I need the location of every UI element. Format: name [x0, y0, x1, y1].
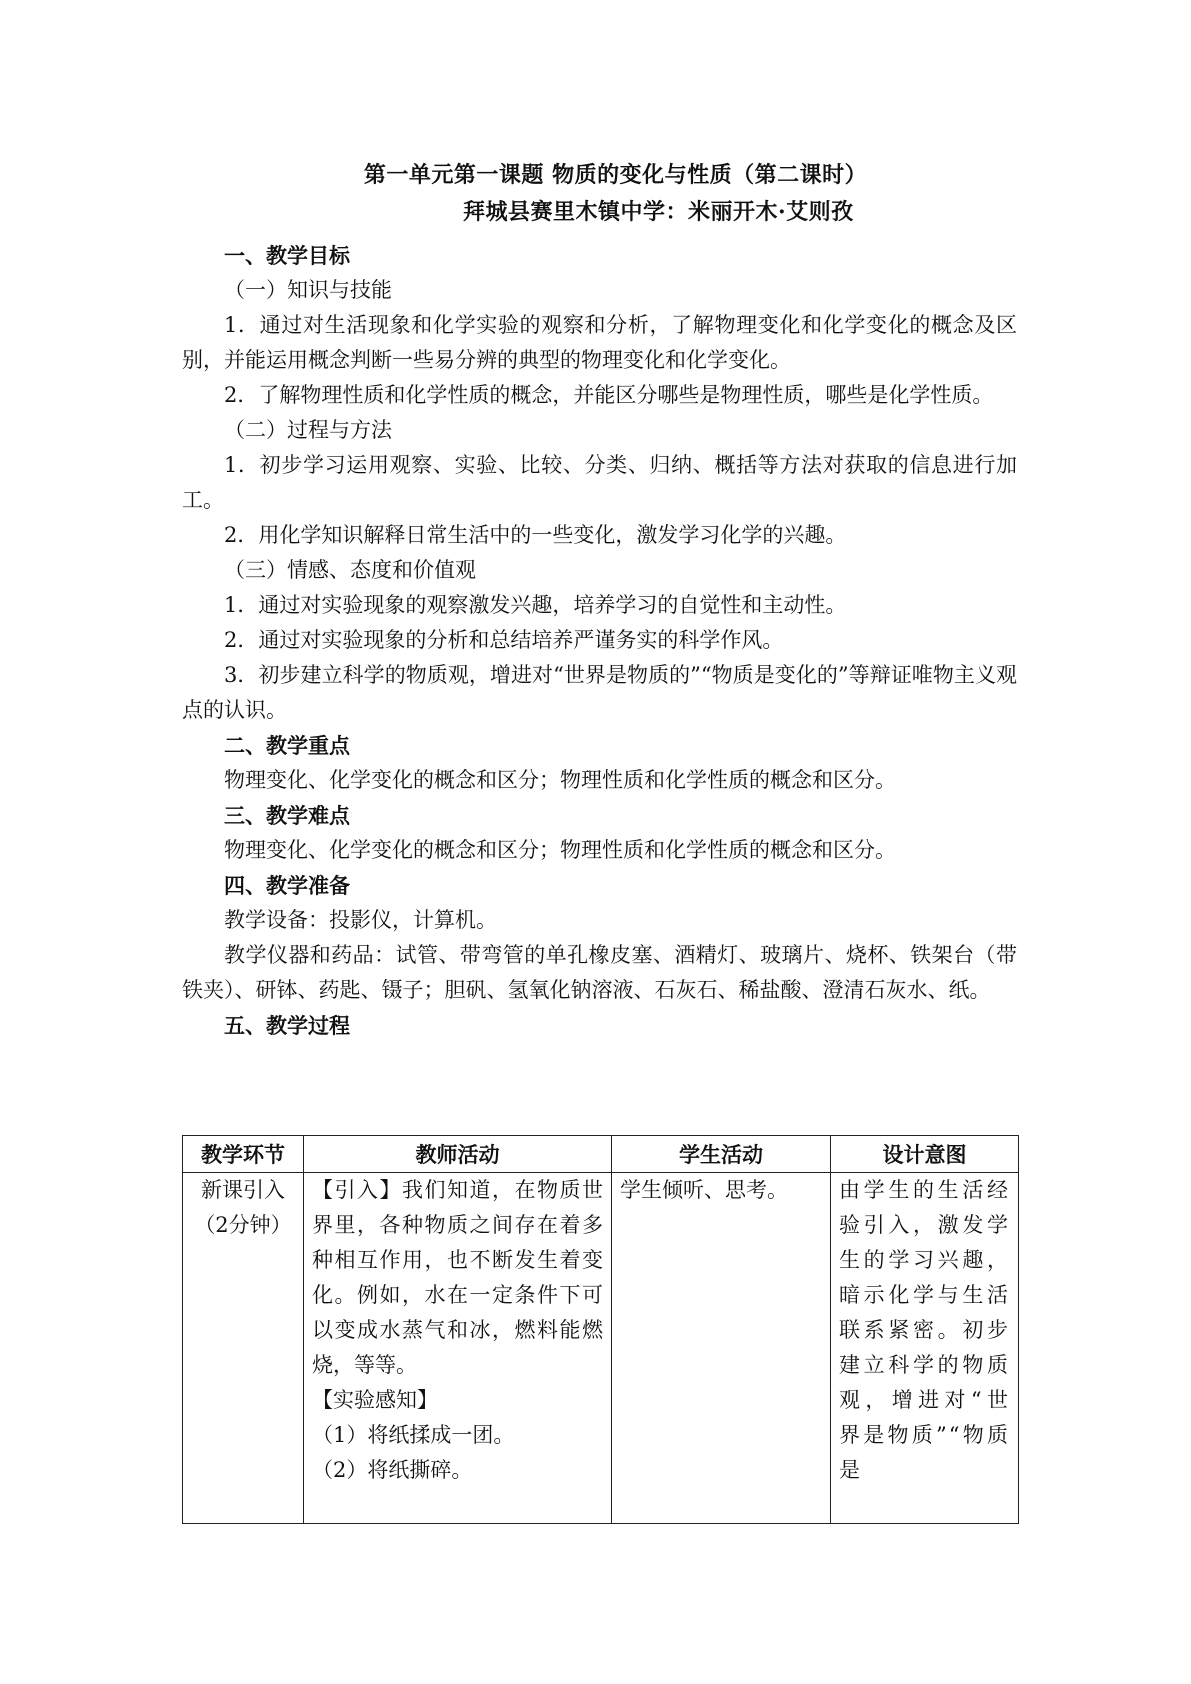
table-header-row	[183, 1136, 1019, 1173]
section-heading-preparation: 四、教学准备	[224, 873, 350, 898]
design-intent-cell: 由学生的生活经验引入，激发学生的学习兴趣，暗示化学与生活联系紧密。初步建立科学的物质观，增进对“世界是物质”“物质是	[831, 1173, 1019, 1524]
section-heading-goals: 一、教学目标	[224, 243, 350, 268]
section-heading-difficulties: 三、教学难点	[224, 803, 350, 828]
stage-cell: 新课引入（2分钟）	[183, 1173, 304, 1524]
key-points-text: 物理变化、化学变化的概念和区分；物理性质和化学性质的概念和区分。	[224, 768, 896, 792]
teacher-experiment-label: 【实验感知】	[312, 1388, 438, 1412]
column-header-teacher: 教师活动	[304, 1136, 612, 1173]
teacher-step-1: （1）将纸揉成一团。	[312, 1423, 515, 1447]
goal-item: 2．用化学知识解释日常生活中的一些变化，激发学习化学的兴趣。	[224, 523, 847, 547]
author-line: 拜城县赛里木镇中学：米丽开木·艾则孜	[463, 199, 854, 225]
equipment-text: 教学设备：投影仪，计算机。	[224, 908, 497, 932]
subheading-emotion: （三）情感、态度和价值观	[224, 558, 476, 582]
teacher-step-2: （2）将纸撕碎。	[312, 1458, 473, 1482]
column-header-design: 设计意图	[831, 1136, 1019, 1173]
document-body	[182, 238, 1017, 1043]
teacher-activity-cell	[304, 1173, 612, 1524]
document-title: 第一单元第一课题 物质的变化与性质（第二课时）	[363, 162, 868, 188]
teacher-intro: 【引入】我们知道，在物质世界里，各种物质之间存在着多种相互作用，也不断发生着变化。例如，水在一定条件下可以变成水蒸气和冰，燃料能燃烧，等等。	[312, 1178, 603, 1377]
subheading-process: （二）过程与方法	[224, 418, 392, 442]
goal-item: 1．通过对实验现象的观察激发兴趣，培养学习的自觉性和主动性。	[224, 593, 847, 617]
table-row	[183, 1173, 1019, 1524]
student-activity-cell: 学生倾听、思考。	[612, 1173, 831, 1524]
goal-item: 3．初步建立科学的物质观，增进对“世界是物质的”“物质是变化的”等辩证唯物主义观点的认识。	[182, 663, 1017, 722]
goal-item: 2．了解物理性质和化学性质的概念，并能区分哪些是物理性质，哪些是化学性质。	[224, 383, 994, 407]
lesson-process-table	[182, 1135, 1019, 1524]
subheading-knowledge: （一）知识与技能	[224, 278, 392, 302]
column-header-student: 学生活动	[612, 1136, 831, 1173]
section-heading-key-points: 二、教学重点	[224, 733, 350, 758]
goal-item: 2．通过对实验现象的分析和总结培养严谨务实的科学作风。	[224, 628, 784, 652]
difficulties-text: 物理变化、化学变化的概念和区分；物理性质和化学性质的概念和区分。	[224, 838, 896, 862]
goal-item: 1．初步学习运用观察、实验、比较、分类、归纳、概括等方法对获取的信息进行加工。	[182, 453, 1017, 512]
section-heading-process: 五、教学过程	[224, 1013, 350, 1038]
column-header-stage: 教学环节	[183, 1136, 304, 1173]
materials-text: 教学仪器和药品：试管、带弯管的单孔橡皮塞、酒精灯、玻璃片、烧杯、铁架台（带铁夹）、研钵、药匙、镊子；胆矾、氢氧化钠溶液、石灰石、稀盐酸、澄清石灰水、纸。	[182, 943, 1017, 1002]
goal-item: 1．通过对生活现象和化学实验的观察和分析，了解物理变化和化学变化的概念及区别，并能运用概念判断一些易分辨的典型的物理变化和化学变化。	[182, 313, 1017, 372]
